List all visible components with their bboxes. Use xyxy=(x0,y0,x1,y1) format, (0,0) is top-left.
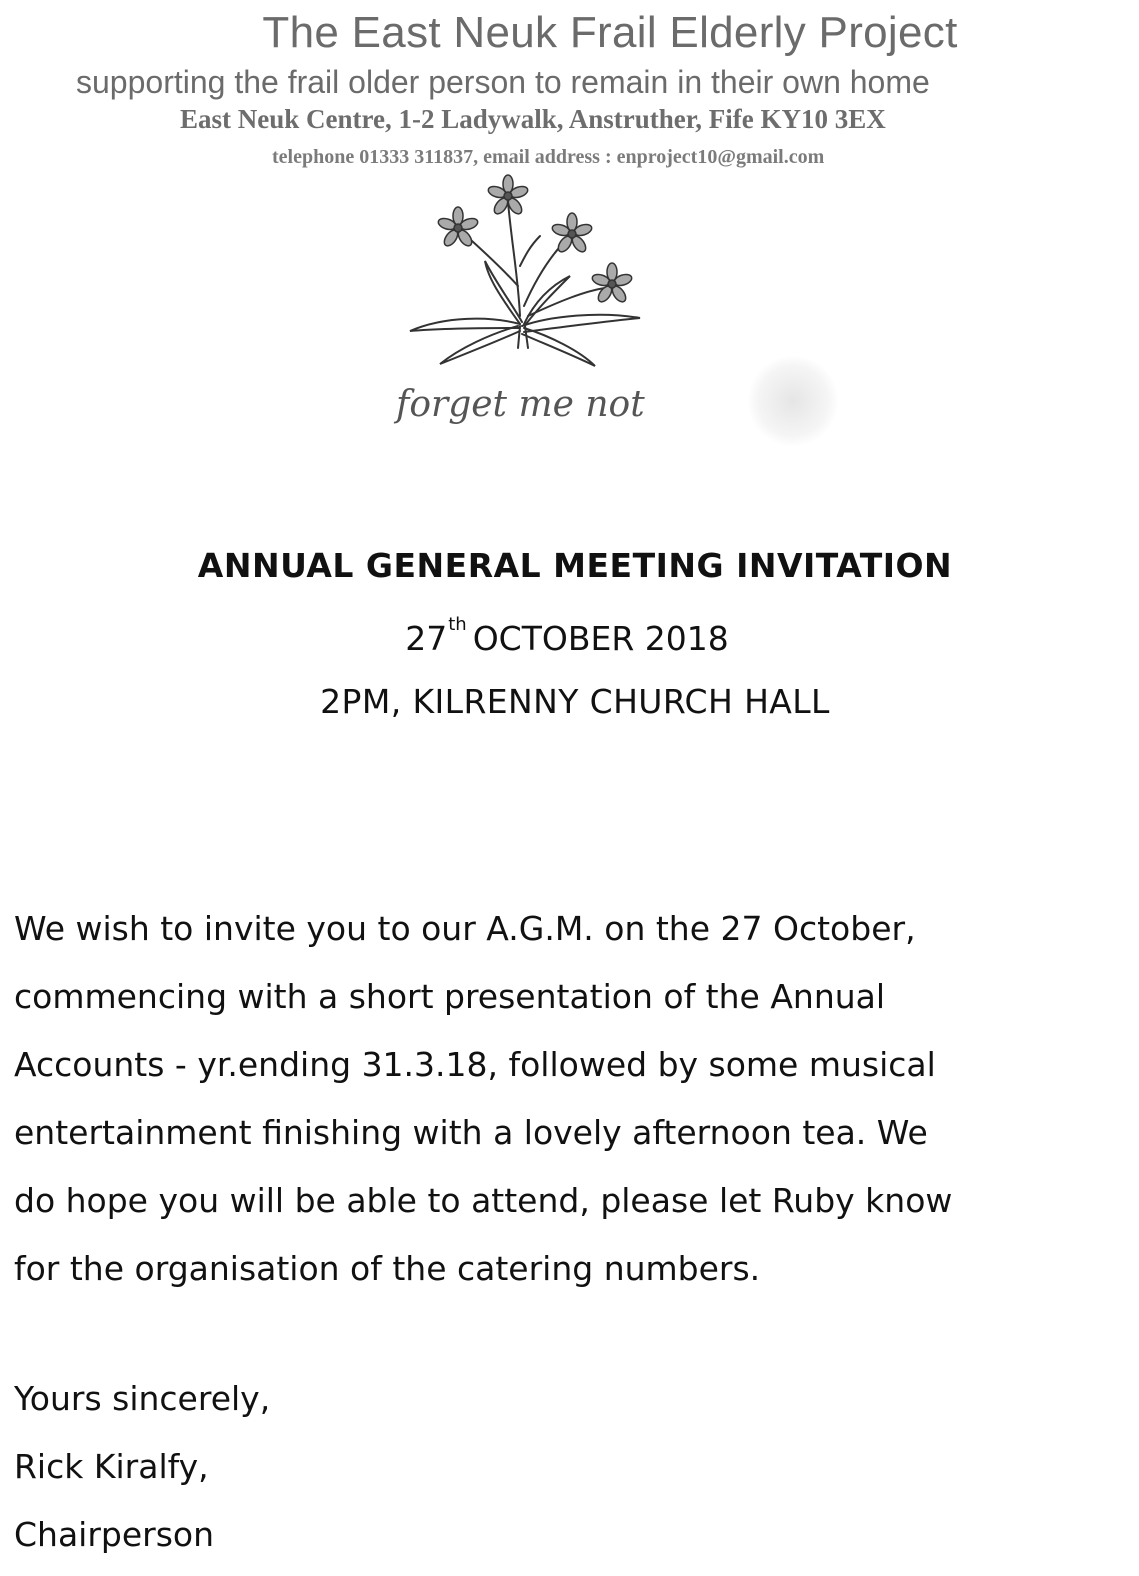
invitation-title: ANNUAL GENERAL MEETING INVITATION xyxy=(197,546,953,585)
body-line: for the organisation of the catering numbers. xyxy=(14,1249,761,1288)
date-rest: OCTOBER 2018 xyxy=(472,619,729,658)
date-suffix: th xyxy=(448,614,467,635)
body-line: commencing with a short presentation of the Annual xyxy=(14,977,886,1016)
tagline: supporting the frail older person to remain in their own home xyxy=(76,64,930,100)
date-day: 27 xyxy=(405,619,448,658)
forget-me-not-flower-icon xyxy=(400,166,690,396)
closing-block xyxy=(14,1365,270,1569)
body-line: Accounts - yr.ending 31.3.18, followed by some musical xyxy=(14,1045,936,1084)
body-line: do hope you will be able to attend, please let Ruby know xyxy=(14,1181,953,1220)
invitation-time-place: 2PM, KILRENNY CHURCH HALL xyxy=(320,682,830,721)
address: East Neuk Centre, 1-2 Ladywalk, Anstruther, Fife KY10 3EX xyxy=(180,104,886,134)
scan-smudge xyxy=(748,356,838,446)
logo-caption: forget me not xyxy=(396,384,645,425)
invitation-body xyxy=(14,895,1134,1303)
signatory-name: Rick Kiralfy, xyxy=(14,1447,209,1486)
signatory-role: Chairperson xyxy=(14,1515,215,1554)
invitation-date xyxy=(0,614,1139,658)
contact-line: telephone 01333 311837, email address : enproject10@gmail.com xyxy=(272,146,825,168)
salutation: Yours sincerely, xyxy=(14,1379,271,1418)
body-line: We wish to invite you to our A.G.M. on the 27 October, xyxy=(14,909,916,948)
org-name: The East Neuk Frail Elderly Project xyxy=(262,8,958,57)
body-line: entertainment finishing with a lovely afternoon tea. We xyxy=(14,1113,928,1152)
